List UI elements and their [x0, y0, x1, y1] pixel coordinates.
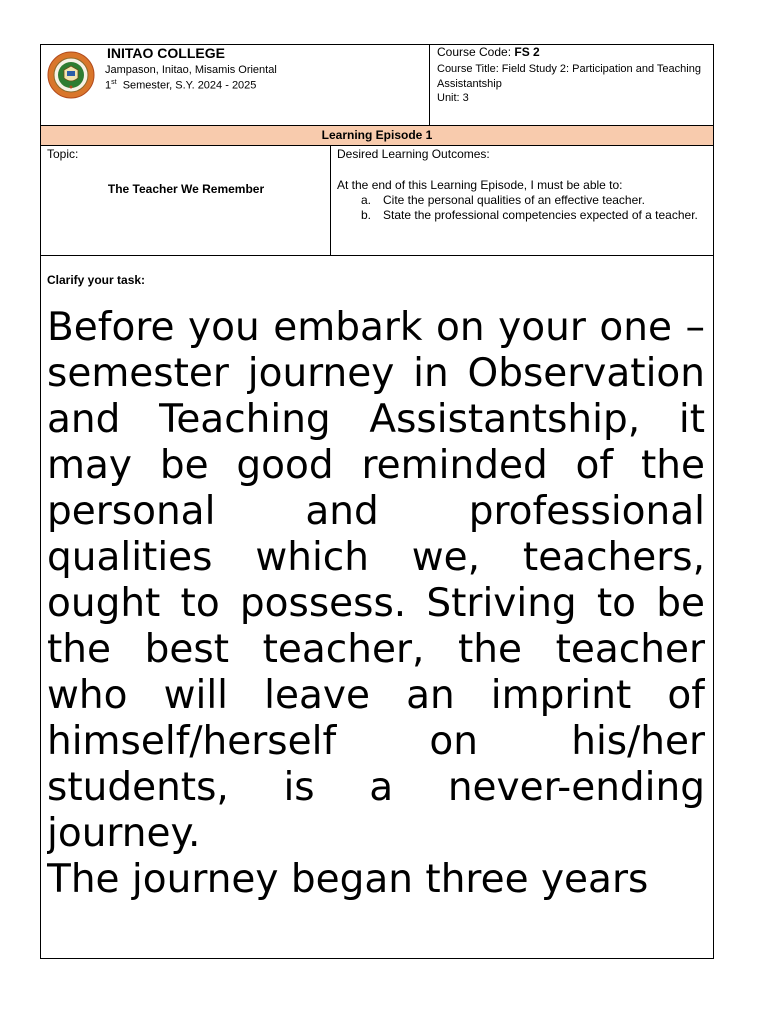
- outcome-marker: a.: [361, 193, 372, 207]
- topic-outcomes-row: [41, 146, 713, 256]
- outcome-text: Cite the personal qualities of an effective teacher.: [383, 193, 645, 207]
- outcome-marker: b.: [361, 208, 372, 222]
- learning-episode-title: Learning Episode 1: [41, 125, 713, 146]
- course-title: Course Title: Field Study 2: Participation and Teaching Assistantship: [437, 63, 701, 90]
- course-code: [437, 45, 540, 59]
- outcomes-intro: At the end of this Learning Episode, I must be able to:: [337, 178, 623, 192]
- college-info-cell: [41, 45, 430, 125]
- course-info-cell: [434, 45, 713, 125]
- outcomes-label: Desired Learning Outcomes:: [337, 147, 490, 161]
- course-code-value: FS 2: [514, 45, 540, 59]
- semester-number: 1: [105, 79, 112, 92]
- outcome-text: State the professional competencies expected of a teacher.: [383, 208, 698, 222]
- college-address: Jampason, Initao, Misamis Oriental: [105, 64, 277, 76]
- document-header: [41, 45, 713, 125]
- body-paragraph: Before you embark on your one – semester journey in Observation and Teaching Assistantship, it may be good reminded of the personal and professional qualities which we, teachers, ought to possess. Striving to be the best teacher, the teacher who will leave an imprint of himself/herself on his/her students, is a never-ending journey.: [47, 305, 705, 856]
- outcome-item: [337, 208, 709, 223]
- college-seal-icon: [46, 50, 96, 100]
- school-year: Semester, S.Y. 2024 - 2025: [116, 79, 257, 92]
- learning-outcomes-cell: [331, 146, 713, 255]
- course-unit: Unit: 3: [437, 92, 469, 104]
- body-paragraph: The journey began three years: [47, 857, 649, 902]
- semester-suffix: st: [111, 79, 117, 86]
- document-frame: [40, 44, 714, 959]
- clarify-task-label: Clarify your task:: [47, 273, 146, 287]
- outcome-item: [337, 193, 709, 208]
- college-name: INITAO COLLEGE: [107, 45, 225, 61]
- topic-label: Topic:: [47, 147, 79, 161]
- semester-info: [105, 79, 256, 92]
- task-body-text: [47, 305, 705, 957]
- course-code-label: Course Code:: [437, 45, 515, 59]
- topic-title: The Teacher We Remember: [107, 182, 265, 196]
- topic-cell: [41, 146, 331, 255]
- outcomes-list: [337, 193, 709, 223]
